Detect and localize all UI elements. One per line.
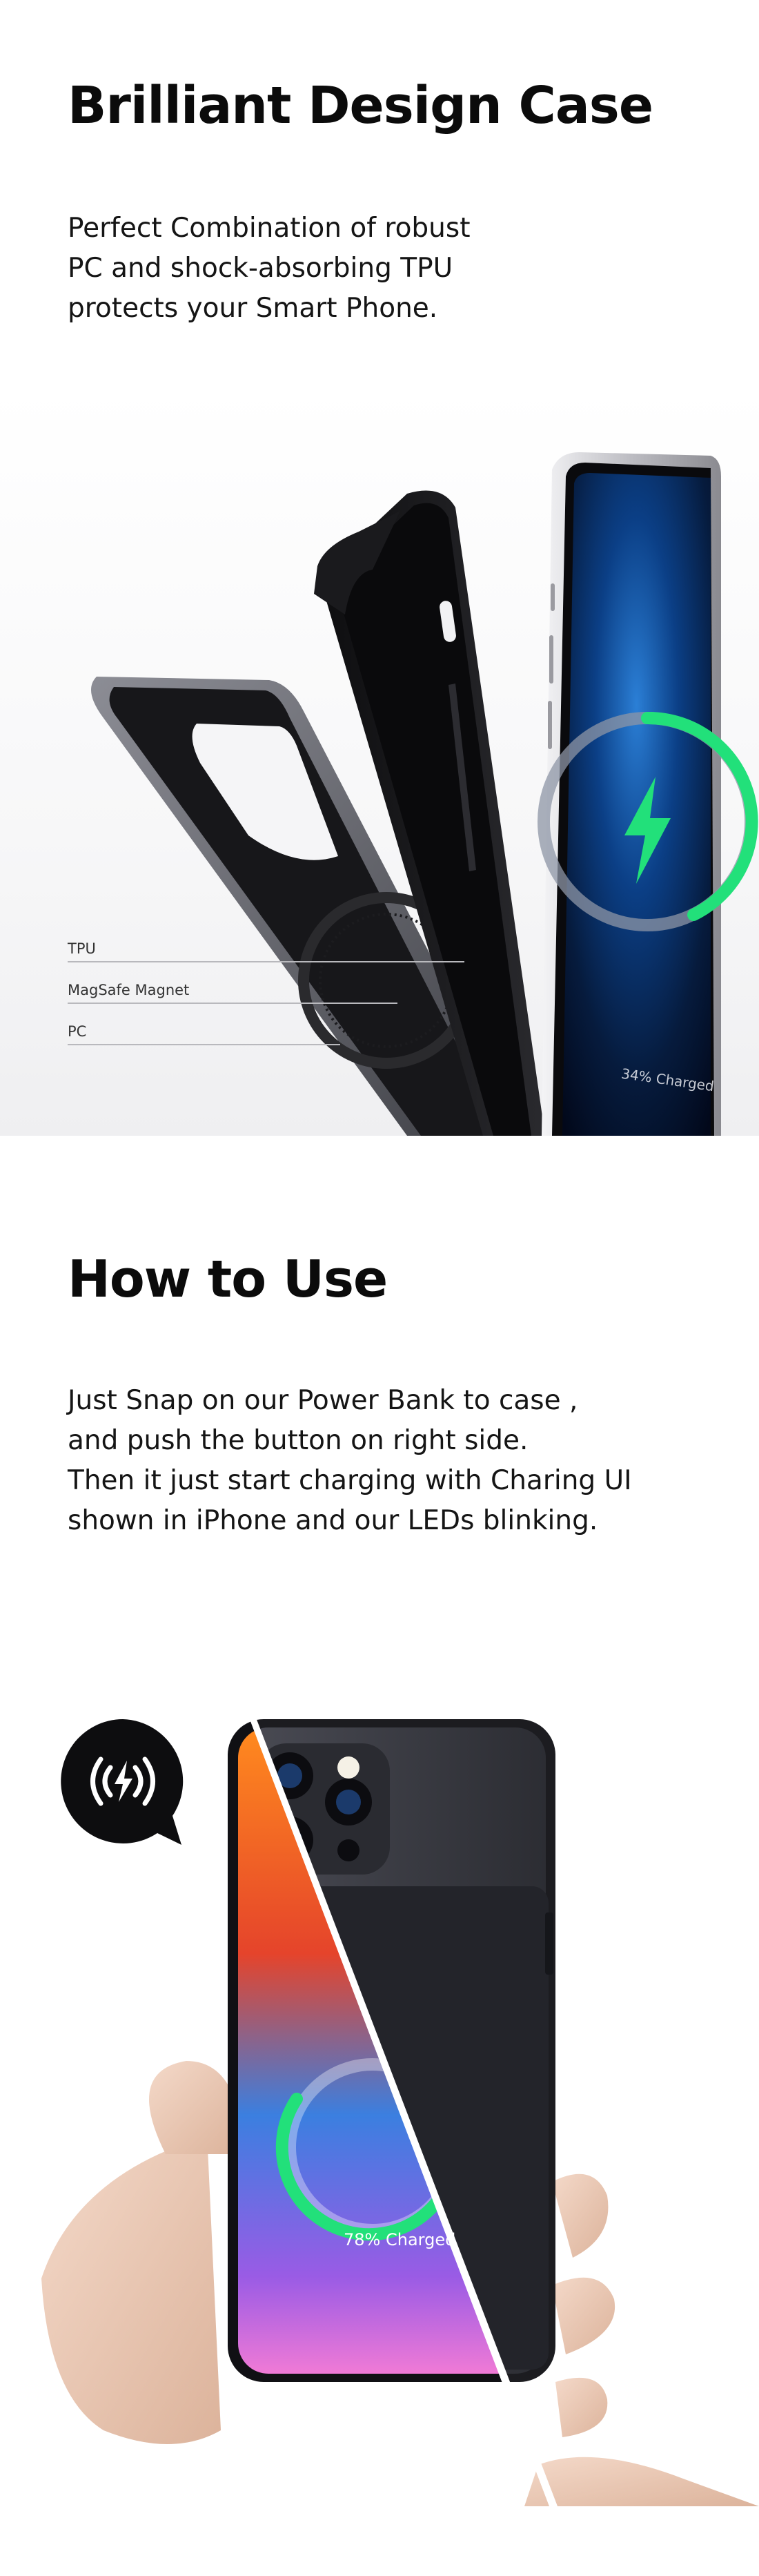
phone-charge-status: 78% Charged	[344, 2230, 456, 2249]
design-description-line: protects your Smart Phone.	[68, 293, 438, 324]
case-layers-illustration	[0, 387, 759, 1136]
label-line-magsafe	[68, 1003, 397, 1004]
how-to-use-description	[68, 1381, 689, 1541]
design-description	[68, 209, 495, 329]
design-description-line: Perfect Combination of robust	[68, 213, 471, 244]
how-to-use-section	[0, 1136, 759, 2576]
hand-holding-phone	[0, 1712, 759, 2506]
how-to-use-line: and push the button on right side.	[68, 1425, 529, 1456]
design-title: Brilliant Design Case	[68, 76, 653, 135]
label-line-pc	[68, 1044, 340, 1045]
how-to-use-title: How to Use	[68, 1250, 388, 1309]
case-exploded-view	[0, 387, 759, 1136]
iphone-illustration	[542, 452, 752, 1136]
how-to-use-line: Just Snap on our Power Bank to case ,	[68, 1385, 578, 1416]
how-to-use-line: shown in iPhone and our LEDs blinking.	[68, 1505, 598, 1536]
label-tpu: TPU	[68, 940, 96, 957]
label-line-tpu	[68, 961, 464, 962]
label-magsafe-magnet: MagSafe Magnet	[68, 982, 190, 998]
label-pc: PC	[68, 1023, 87, 1040]
power-bank-usage-scene	[0, 1712, 759, 2506]
how-to-use-line: Then it just start charging with Charing UI	[68, 1465, 632, 1496]
design-description-line: PC and shock-absorbing TPU	[68, 253, 453, 284]
phone-charge-status: 34% Charged	[620, 1065, 716, 1095]
design-section	[0, 0, 759, 1136]
